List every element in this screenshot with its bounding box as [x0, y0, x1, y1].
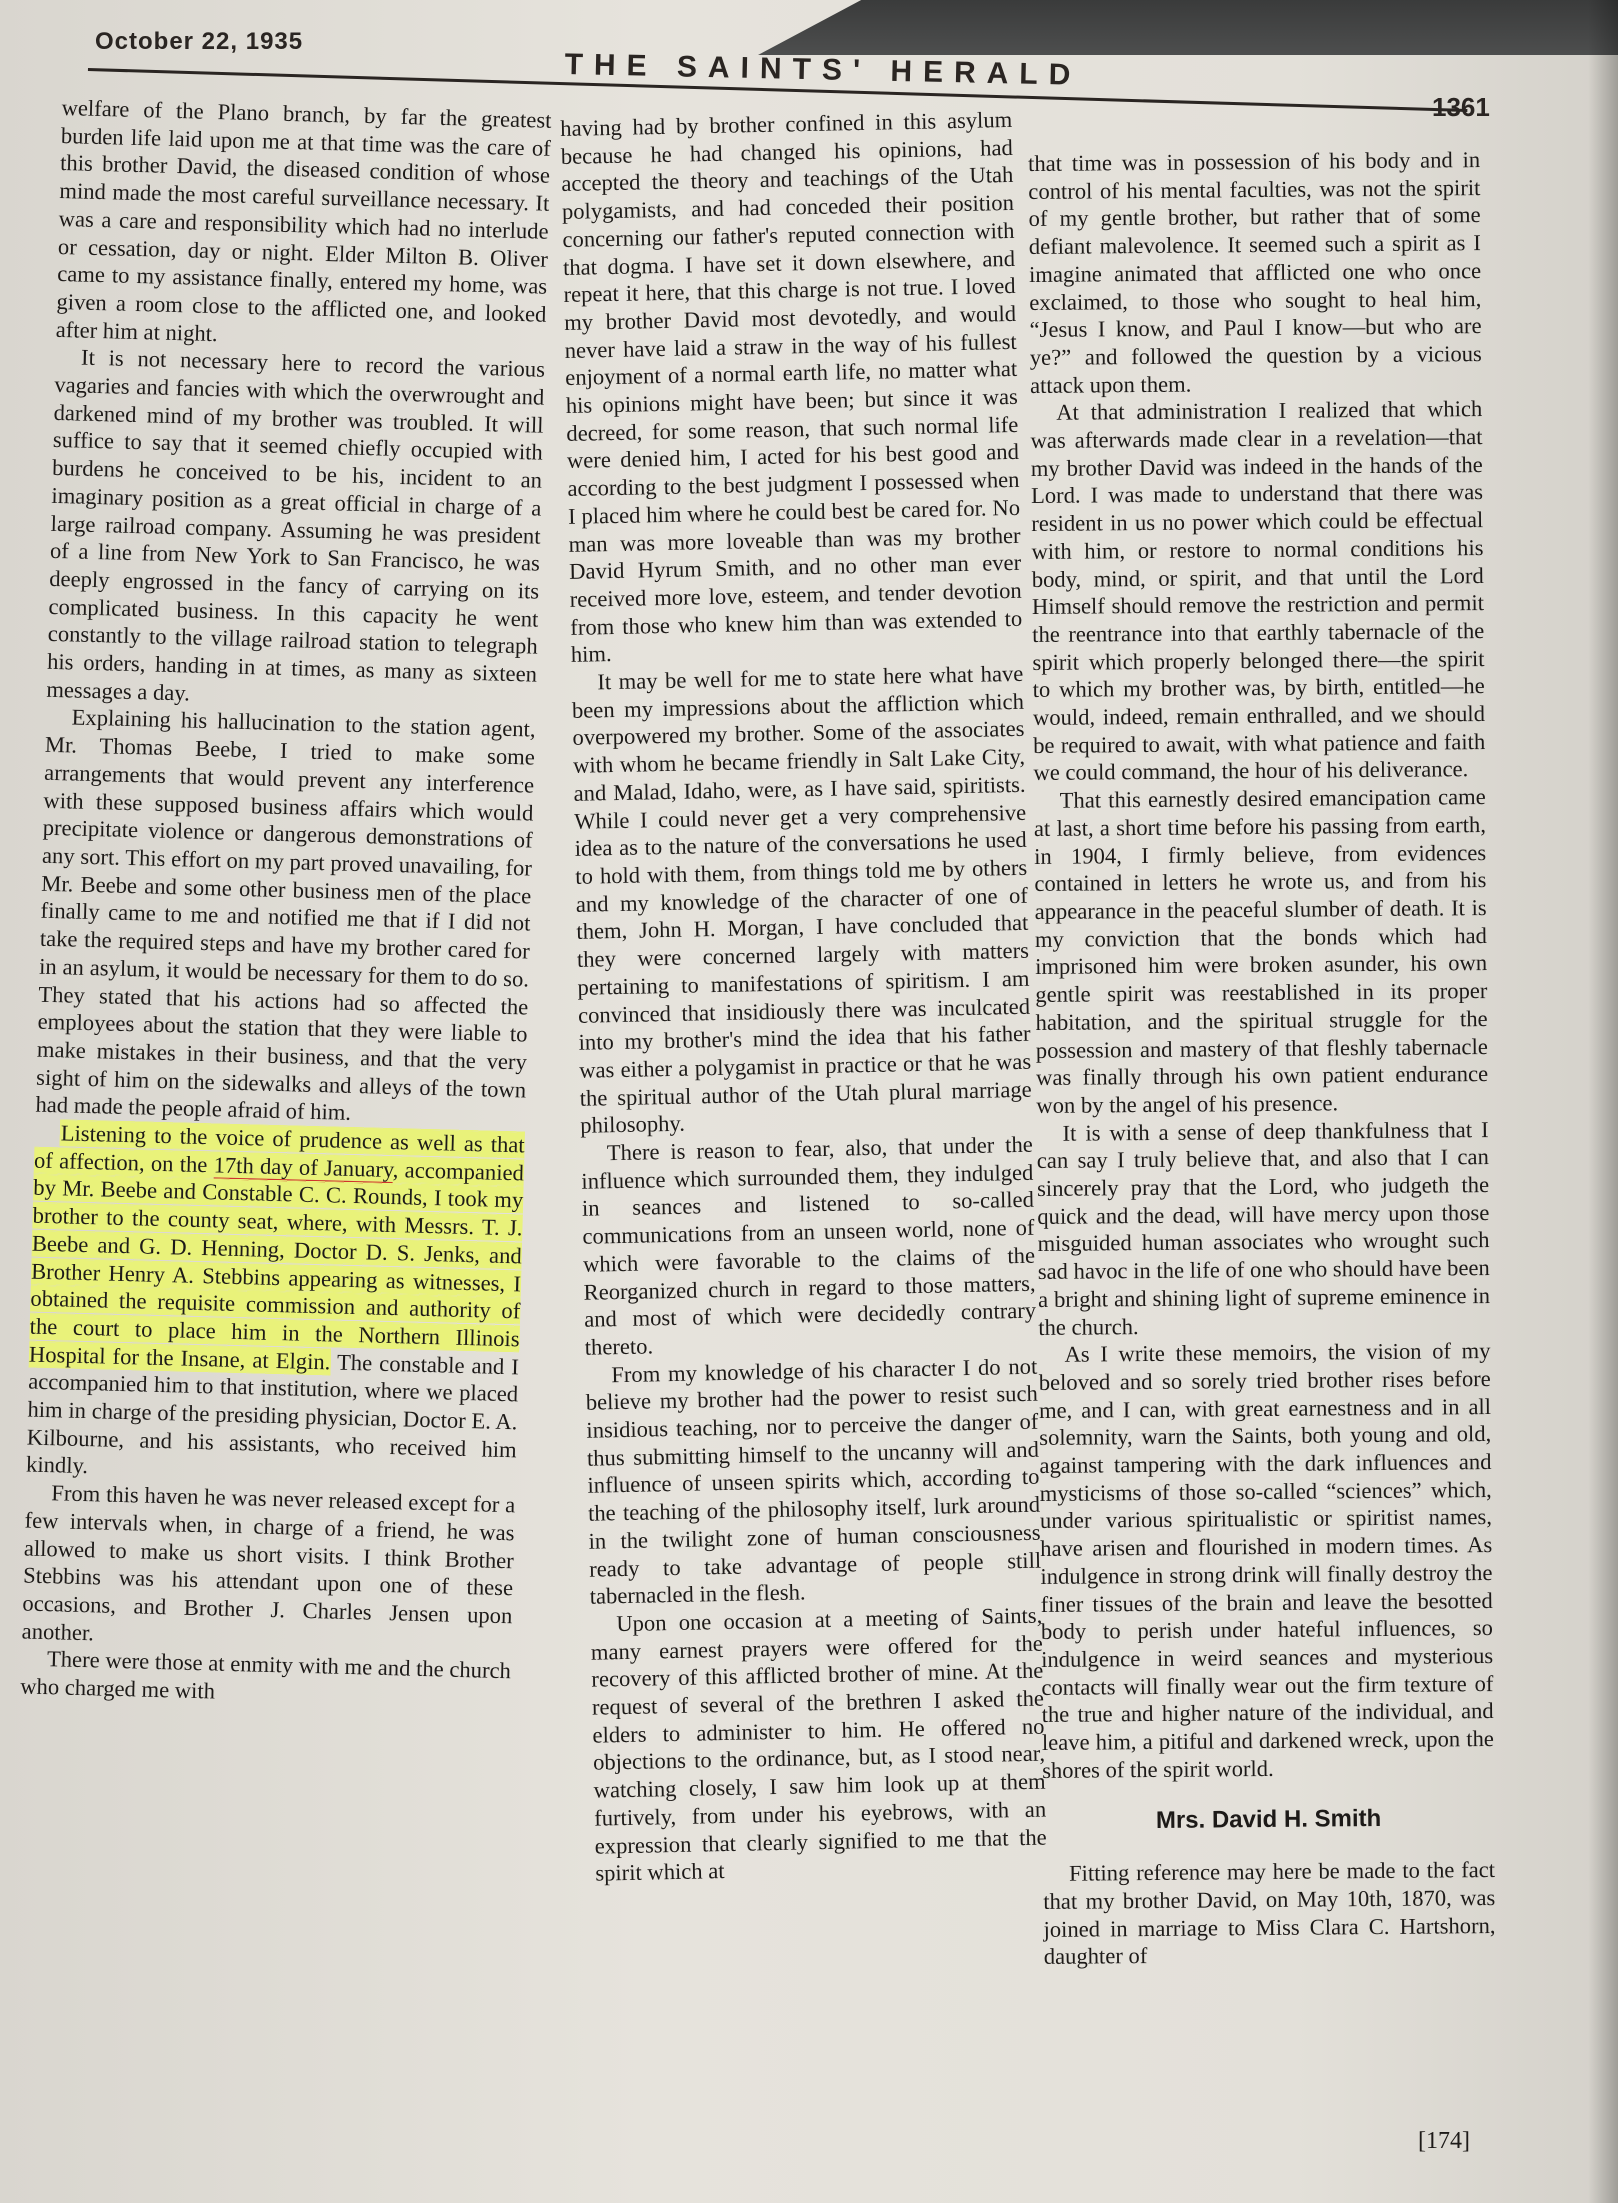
paragraph: Upon one occasion at a meeting of Saints, many earnest prayers were offered for the recovery of this afflicted brother of mine. At the request of several of the brethren I asked the elders to administer to him. He offered no objections to the ordinance, but, as I stood near, watching closely, I saw him look up at them furtively, from under his eyebrows, with an expression that clearly signified to me that the spirit which at — [590, 1602, 1047, 1886]
article-signature: Mrs. David H. Smith — [1155, 1805, 1382, 1835]
paragraph: having had by brother confined in this asylum because he had changed his opinions, had accepted the theory and teachings of the Utah polygamists, and had conceded their position concerning our father's reputed connection with that dogma. I have set it down elsewhere, and repeat it here, that this charge is not true. I loved my brother David most devotedly, and would never have laid a straw in the way of his fullest enjoyment of a normal earth life, no matter what his opinions might have been; but since it was decreed, for some reason, that such normal life were denied him, I acted for his best good and according to the best judgment I possessed when I placed him where he could best be cared for. No man was more loveable than was my brother David Hyrum Smith, and no other man ever received more love, esteem, and tender devotion from those who knew him than was extended to him. — [560, 106, 1023, 668]
paragraph: It may be well for me to state here what have been my impressions about the affliction which overpowered my brother. Some of the associates with whom he became friendly in Salt Lake City, and Malad, Idaho, were, as I have said, spiritists. While I could never get a very comprehensive idea as to the nature of the conversations he used to hold with them, from things told me by others and my knowledge of the character of one of them, John H. Morgan, I have concluded that they were concerned largely with matters pertaining to manifestations of spiritism. I am convinced that insidiously there was inculcated into my brother's mind the idea that his father was either a polygamist in practice or that he was the spiritual author of the Utah plural marriage philosophy. — [571, 660, 1032, 1139]
issue-date: October 22, 1935 — [95, 28, 304, 55]
paragraph: It is with a sense of deep thankfulness that I can say I truly believe that, and also that I can sincerely pray that the Lord, who judgeth the quick and the dead, will have mercy upon those misguided human associates who wrought such sad havoc in the life of one who should have been a bright and shining light of supreme eminence in the church. — [1036, 1116, 1491, 1340]
highlighted-text: Listening to the voice of prudence as well as that of affection, on the 17th day of January, accompanied by Mr. Beebe and Constable C. C. Rounds, I took my brother to the county seat, where, with Messrs. T. J. Beebe and G. D. Henning, Doctor D. S. Jenks, and Brother Henry A. Stebbins appearing as witnesses, I obtained the requisite commission and authority of the court to place him in the Northern Illinois Hospital for the Insane, at Elgin. — [28, 1120, 525, 1375]
text-column-2 — [560, 106, 1047, 1888]
footer-page-ref: [174] — [1418, 2128, 1470, 2154]
paragraph: From this haven he was never released except for a few intervals when, in charge of a friend, he was allowed to make us short visits. I think Brother Stebbins was his attendant upon one of these occasions, and Brother J. Charles Jensen upon another. — [21, 1480, 516, 1646]
underlined-date: 17th day of January — [213, 1152, 393, 1185]
paragraph: From my knowledge of his character I do not believe my brother had the power to resist such insidious teaching, nor to perceive the danger of thus submitting himself to the uncanny will and influence of unseen spirits which, according to the teaching of the philosophy itself, lurk around in the twilight zone of human consciousness ready to take advantage of people still tabernacled in the flesh. — [585, 1353, 1042, 1609]
paragraph: It is not necessary here to record the various vagaries and fancies with which the overwrought and darkened mind of my brother was troubled. It will suffice to say that it seemed chiefly occupied with burdens he conceived to be his, incident to an imaginary position as a great official in charge of a large railroad company. Assuming he was president of a line from New York to San Francisco, he was deeply engrossed in the fancy of carrying on its complicated business. In this capacity he went constantly to the village railroad station to telegraph his orders, handing in at times, as many as sixteen messages a day. — [46, 344, 546, 706]
paragraph: There is reason to fear, also, that under the influence which surrounded them, they indulged in seances and listened to so-called communications from an unseen world, none of which were favorable to the claims of the Reorganized church in regard to those matters, and most of which were decidedly contrary thereto. — [581, 1131, 1037, 1360]
paragraph: Explaining his hallucination to the station agent, Mr. Thomas Beebe, I tried to make some arrangements that would prevent any interference with these supposed business affairs which would precipitate violence or dangerous demonstrations of any sort. This effort on my part proved unavailing, for Mr. Beebe and some other business men of the place finally came to me and notified me that if I did not take the required steps and have my brother cared for in an asylum, it would be necessary for them to do so. They stated that his actions had so affected the employees about the station that they were liable to make mistakes in their business, and that the very sight of him on the sidewalks and alleys of the town had made the people afraid of him. — [35, 704, 536, 1126]
paragraph: There were those at enmity with me and the church who charged me with — [19, 1646, 512, 1704]
text-column-3 — [1028, 146, 1496, 1971]
publication-title: THE SAINTS' HERALD — [564, 48, 1082, 92]
paragraph: That this earnestly desired emancipation came at last, a short time before his passing from earth, in 1904, I firmly believe, from evidences contained in letters he wrote us, and from his appearance in the peaceful slumber of death. It is my conviction that the bonds which had imprisoned him were broken asunder, his own gentle spirit was reestablished in its proper habitation, and the spiritual struggle for the possession and mastery of that fleshly tabernacle was finally through his own patient endurance won by the angel of his presence. — [1033, 784, 1489, 1118]
paragraph: welfare of the Plano branch, by far the greatest burden life laid upon me at that time was the care of this brother David, the diseased condition of whose mind made the most careful surveillance necessary. It was a care and responsibility which had no interlude or cessation, day or night. Elder Milton B. Oliver came to my assistance finally, entered my home, was given a room close to the afflicted one, and looked after him at night. — [55, 94, 552, 346]
text-column-1 — [20, 94, 552, 1713]
highlighted-paragraph: Listening to the voice of prudence as well as that of affection, on the 17th day of January, accompanied by Mr. Beebe and Constable C. C. Rounds, I took my brother to the county seat, where, with Messrs. T. J. Beebe and G. D. Henning, Doctor D. S. Jenks, and Brother Henry A. Stebbins appearing as witnesses, I obtained the requisite commission and authority of the court to place him in the Northern Illinois Hospital for the Insane, at Elgin. The constable and I accompanied him to that institution, where we placed him in charge of the presiding physician, Doctor E. A. Kilbourne, and his assistants, who received him kindly. — [25, 1120, 525, 1479]
paragraph: At that administration I realized that which was afterwards made clear in a revelation—that my brother David was indeed in the hands of the Lord. I was made to understand that there was resident in us no power which could be effectual with him, or restore to normal conditions his body, mind, or spirit, and that until the Lord Himself should remove the restriction and permit the reentrance into that earthly tabernacle of the spirit which properly belonged there—the spirit to which my brother was, by birth, entitled—he would, indeed, remain enthralled, and we should be required to await, with what patience and faith we could command, the hour of his deliverance. — [1030, 396, 1486, 786]
paragraph: As I write these memoirs, the vision of my beloved and so sorely tried brother rises before me, and I can, with great earnestness and in all solemnity, warn the Saints, both young and old, against tampering with the dark influences and mysticisms of those so-called “sciences” which, under various spiritualistic or spiritist names, have arisen and flourished in modern times. As indulgence in strong drink will finally destroy the finer tissues of the brain and leave the besotted body to perish under hateful influences, so indulgence in weird seances and mysterious contacts will finally wear out the firm texture of the true and higher nature of the individual, and leave him, a pitiful and darkened wreck, upon the shores of the spirit world. — [1038, 1338, 1494, 1783]
page-number: 1361 — [1432, 92, 1490, 122]
paragraph: Fitting reference may here be made to the fact that my brother David, on May 10th, 1870, was joined in marriage to Miss Clara C. Hartshorn, daughter of — [1043, 1857, 1496, 1970]
paragraph: that time was in possession of his body and in control of his mental faculties, was not the spirit of my gentle brother, but rather that of some defiant malevolence. It seemed such a spirit as I imagine animated that afflicted one who once exclaimed, to those who sought to heal him, “Jesus I know, and Paul I know—but who are ye?” and followed the question by a vicious attack upon them. — [1028, 147, 1482, 398]
